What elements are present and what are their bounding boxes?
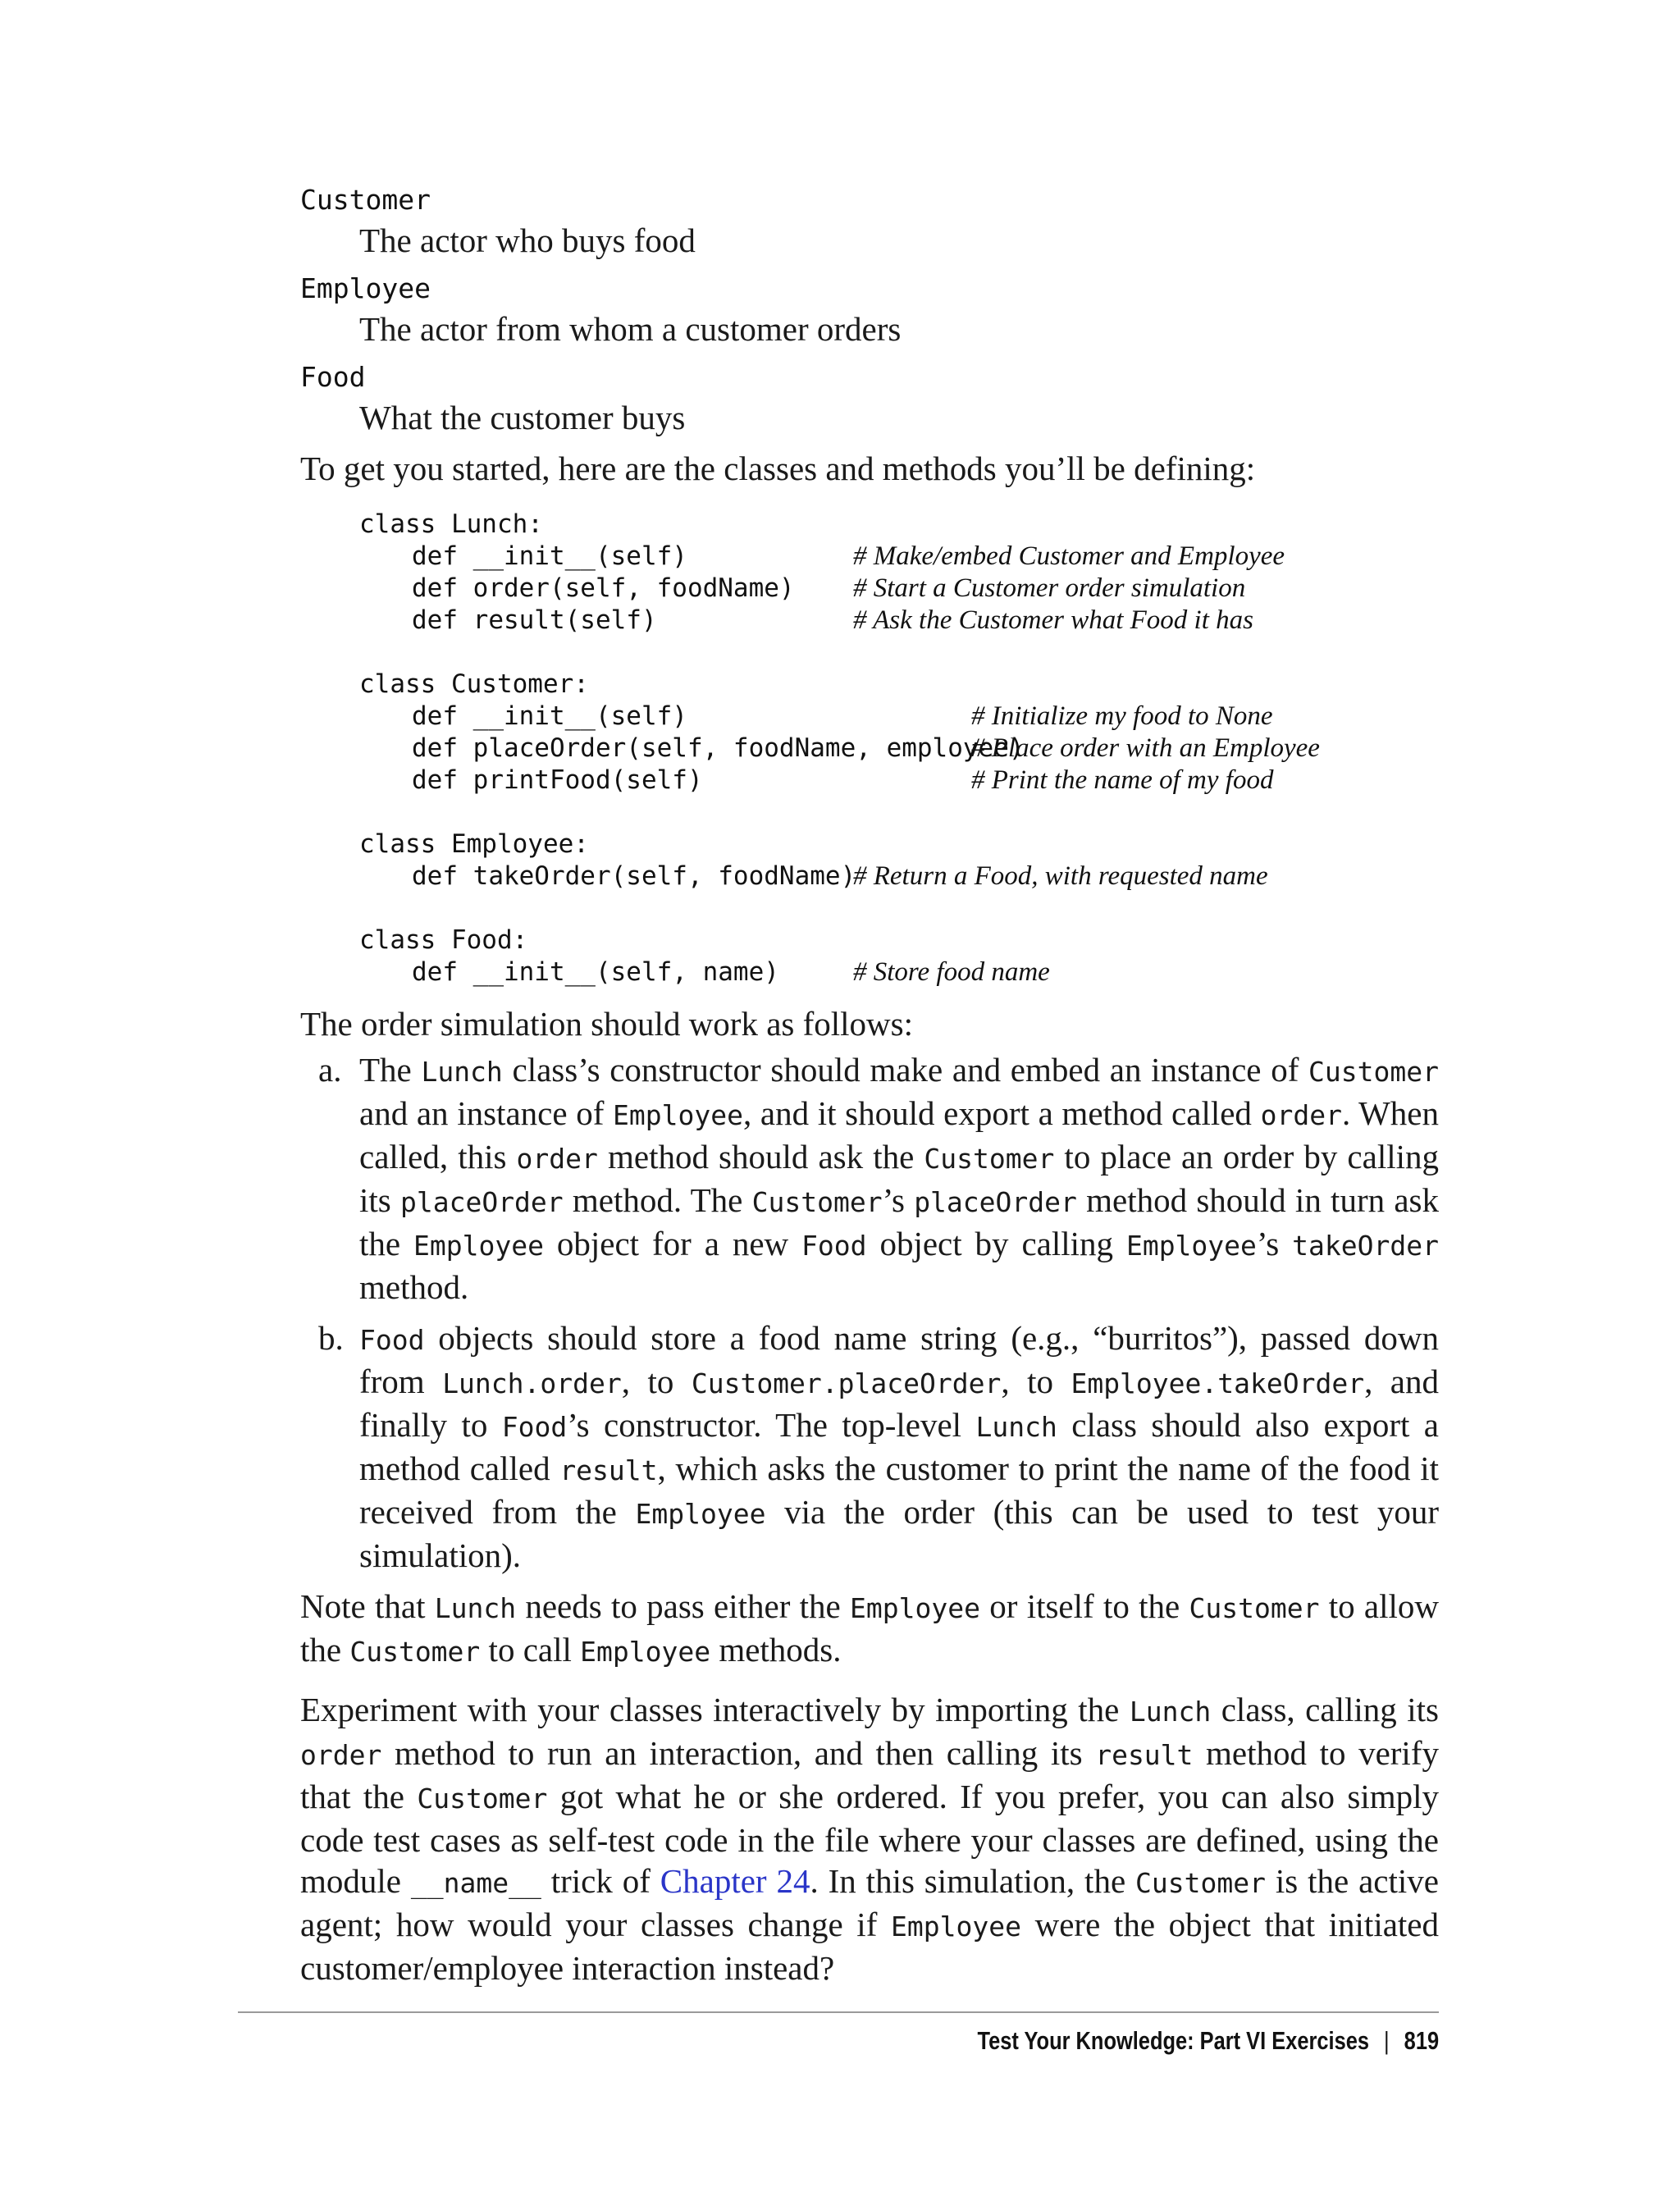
- simulation-intro: The order simulation should work as follows:: [300, 1005, 914, 1043]
- definition-food: [300, 359, 1439, 440]
- definition-customer: [300, 182, 1439, 262]
- term-customer: Customer: [300, 184, 431, 216]
- term-employee: Employee: [300, 272, 431, 304]
- code-line: def printFood(self) # Print the name of my food: [412, 765, 1274, 795]
- list-item: [300, 1317, 1439, 1576]
- definition-employee: [300, 271, 1439, 351]
- description-food: What the customer buys: [359, 399, 686, 436]
- code-line: def __init__(self) # Initialize my food to None: [412, 701, 1273, 731]
- intro-paragraph: To get you started, here are the classes and methods you’ll be defining:: [300, 450, 1256, 487]
- code-line: def order(self, foodName) # Start a Customer order simulation: [412, 573, 1246, 603]
- definition-list: [300, 182, 1439, 440]
- code-line: class Customer:: [359, 669, 589, 699]
- code-line: class Lunch:: [359, 509, 543, 539]
- description-customer: The actor who buys food: [359, 221, 696, 259]
- page-number: 819: [1404, 2026, 1439, 2055]
- description-employee: The actor from whom a customer orders: [359, 310, 902, 348]
- page-footer: [977, 2023, 1439, 2059]
- experiment-paragraph: Experiment with your classes interactively by importing the Lunch class, calling its order method to run an interaction, and then calling its result method to verify that the Customer got what he or she ordered. If you prefer, you can also simply code test cases as self-test code in the file where your classes are defined, using the module __name__ trick of Chapter 24. In this simulation, the Customer is the active agent; how would your classes change if Employee were the object that initiated customer/employee interaction instead?: [300, 1691, 1439, 1987]
- code-line: def result(self) # Ask the Customer what Food it has: [412, 605, 1253, 635]
- code-line: class Food:: [359, 925, 528, 955]
- code-line: def placeOrder(self, foodName, employee) # Place order with an Employee: [412, 733, 1320, 763]
- note-paragraph: Note that Lunch needs to pass either the Employee or itself to the Customer to allow the Customer to call Employee methods.: [300, 1587, 1439, 1669]
- list-item-text: Food objects should store a food name string (e.g., “burritos”), passed down from Lunch.order, to Customer.placeOrder, to Employee.takeOrder, and finally to Food’s constructor. The top-level Lunch class should also export a method called result, which asks the customer to print the name of the food it received from the Employee via the order (this can be used to test your simulation).: [359, 1319, 1440, 1574]
- list-item: [300, 1049, 1439, 1308]
- code-line: def takeOrder(self, foodName) # Return a Food, with requested name: [412, 861, 1268, 891]
- footer-separator: |: [1383, 2026, 1390, 2055]
- list-marker: a.: [318, 1051, 342, 1089]
- code-line: class Employee:: [359, 829, 589, 859]
- code-listing: [359, 509, 1439, 988]
- steps-list: [300, 1049, 1439, 1576]
- footer-rule: [238, 2011, 1439, 2013]
- page-content: [300, 182, 1439, 1988]
- list-marker: b.: [318, 1319, 344, 1357]
- code-line: def __init__(self, name) # Store food name: [412, 957, 1050, 987]
- term-food: Food: [300, 361, 366, 393]
- code-line: def __init__(self) # Make/embed Customer and Employee: [412, 541, 1285, 571]
- list-item-text: The Lunch class’s constructor should make and embed an instance of Customer and an instance of Employee, and it should export a method called order. When called, this order method should ask the Customer to place an order by calling its placeOrder method. The Customer’s placeOrder method should in turn ask the Employee object for a new Food object by calling Employee’s takeOrder method.: [359, 1051, 1439, 1306]
- chapter-24-link[interactable]: Chapter 24: [660, 1862, 810, 1900]
- footer-section-title: Test Your Knowledge: Part VI Exercises: [977, 2026, 1369, 2055]
